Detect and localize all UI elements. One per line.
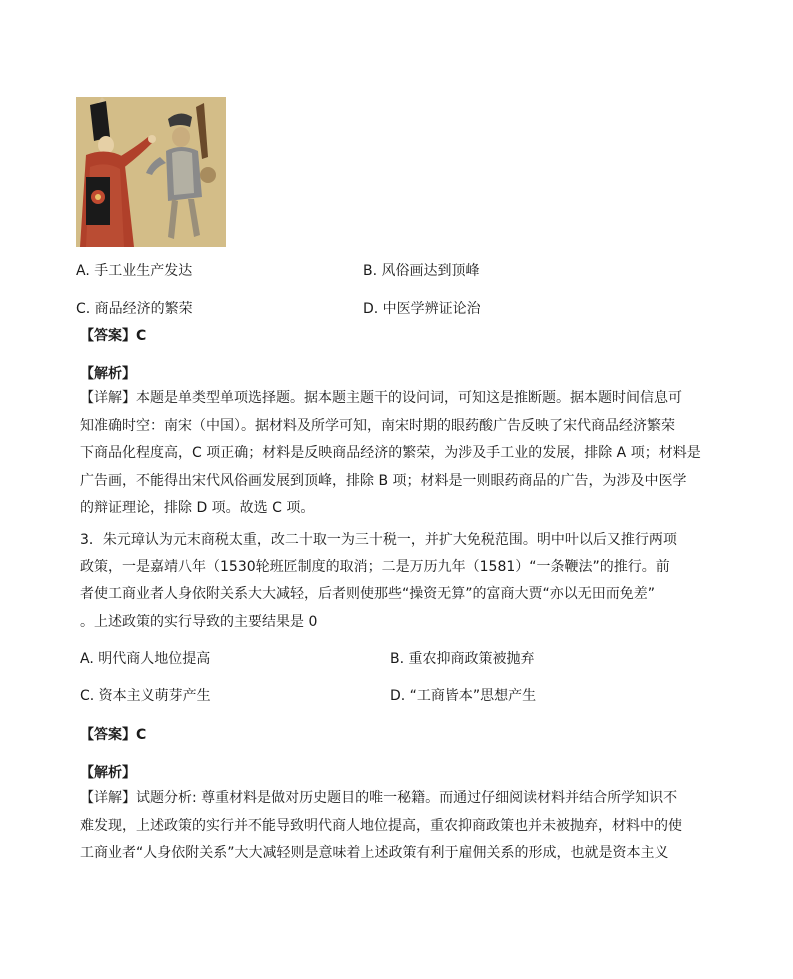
analysis-line: 【详解】试题分析: 尊重材料是做对历史题目的唯一秘籍。而通过仔细阅读材料并结合所学知识不 xyxy=(80,790,678,806)
q2-option-b: B. 风俗画达到顶峰 xyxy=(363,263,480,279)
q2-answer: 【答案】C xyxy=(80,328,147,344)
analysis-line: 的辩证理论，排除 D 项。故选 C 项。 xyxy=(80,500,315,516)
stem-line: 政策，一是嘉靖八年（1530轮班匠制度的取消；二是万历九年（1581）“一条鞭法”的推行。前 xyxy=(80,559,670,575)
stem-line: 者使工商业者人身依附关系大大减轻，后者则使那些“操资无算”的富商大贾“亦以无田而免差” xyxy=(80,586,656,602)
q3-answer: 【答案】C xyxy=(80,727,147,743)
q2-option-d: D. 中医学辨证论治 xyxy=(363,301,481,317)
q3-option-d: D. “工商皆本”思想产生 xyxy=(390,688,537,704)
stem-line: 3．朱元璋认为元末商税太重，改二十取一为三十税一，并扩大免税范围。明中叶以后又推行两项 xyxy=(80,532,677,548)
song-dynasty-painting xyxy=(76,97,226,247)
q2-option-c: C. 商品经济的繁荣 xyxy=(76,301,193,317)
analysis-line: 【详解】本题是单类型单项选择题。据本题主题干的设问词，可知这是推断题。据本题时间信息可 xyxy=(80,390,682,406)
q2-analysis-title: 【解析】 xyxy=(80,366,136,382)
q3-option-b: B. 重农抑商政策被抛弃 xyxy=(390,651,535,667)
analysis-line: 下商品化程度高，C 项正确；材料是反映商品经济的繁荣，为涉及手工业的发展，排除 A 项；材料是 xyxy=(80,445,701,461)
analysis-line: 广告画，不能得出宋代风俗画发展到顶峰，排除 B 项；材料是一则眼药商品的广告，为涉及中医学 xyxy=(80,473,687,489)
stem-line: 。上述政策的实行导致的主要结果是 0 xyxy=(80,614,318,630)
q3-analysis-title: 【解析】 xyxy=(80,765,136,781)
q3-option-a: A. 明代商人地位提高 xyxy=(80,651,211,667)
analysis-line: 工商业者“人身依附关系”大大减轻则是意味着上述政策有利于雇佣关系的形成，也就是资本主义 xyxy=(80,845,669,861)
analysis-line: 难发现，上述政策的实行并不能导致明代商人地位提高，重农抑商政策也并未被抛弃，材料中的使 xyxy=(80,818,682,834)
painting-illustration xyxy=(76,97,226,247)
analysis-line: 知准确时空：南宋（中国）。据材料及所学可知，南宋时期的眼药酸广告反映了宋代商品经济繁荣 xyxy=(80,418,675,434)
q3-option-c: C. 资本主义萌芽产生 xyxy=(80,688,211,704)
q2-option-a: A. 手工业生产发达 xyxy=(76,263,193,279)
